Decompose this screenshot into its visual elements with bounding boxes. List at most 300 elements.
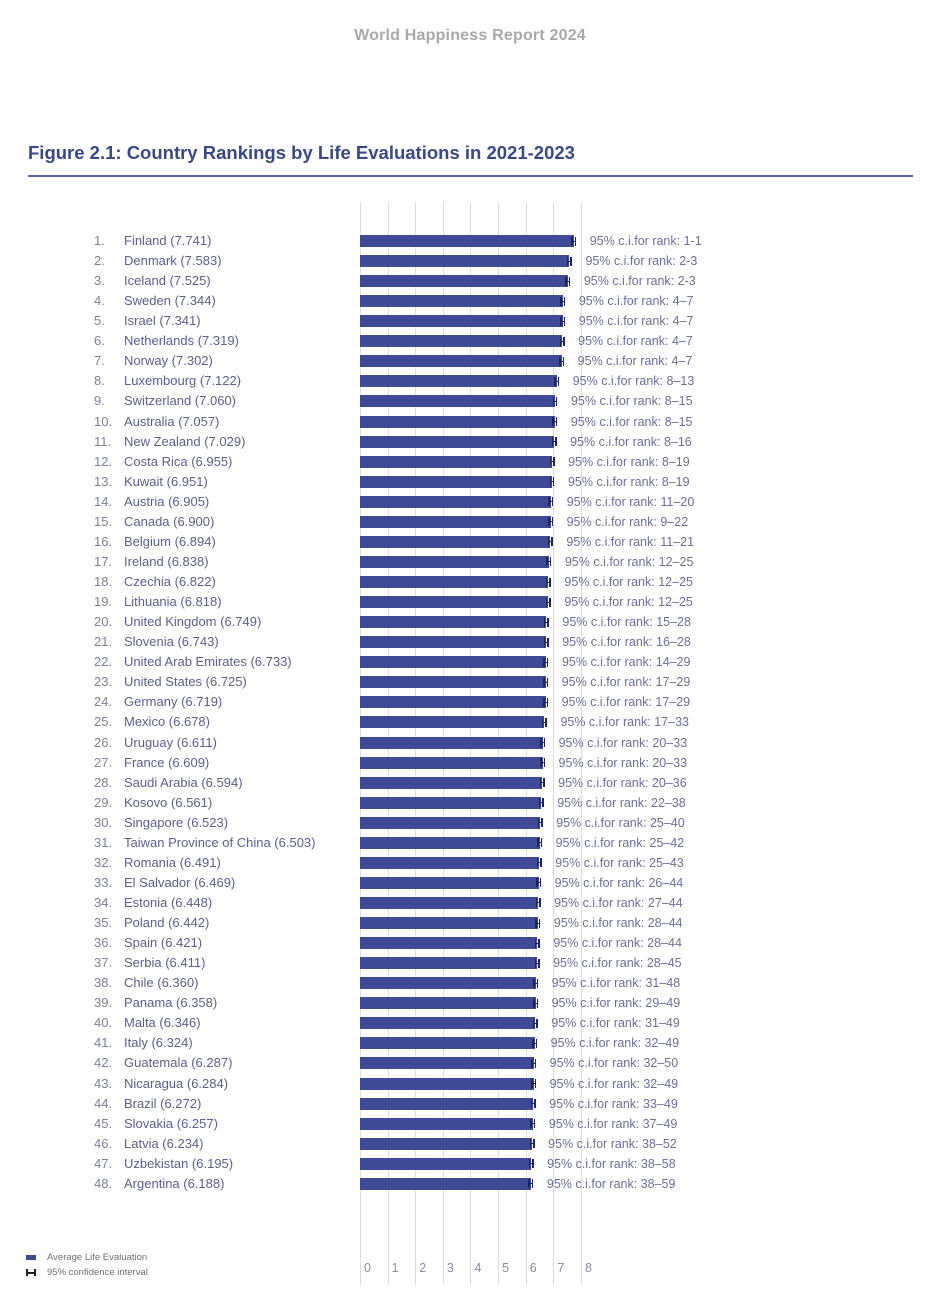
ci-prefix: 95% c.i.for rank: [548,1136,642,1151]
score-bar [360,1098,533,1110]
rank-number: 6. [94,333,105,349]
score-bar [360,716,544,728]
ci-range: 25–40 [649,815,685,830]
ci-range: 14–29 [655,655,691,670]
x-tick-label: 2 [419,1261,427,1275]
ci-rank-label [550,1055,679,1071]
rank-number: 2. [94,253,105,269]
ci-prefix: 95% c.i.for rank: [564,595,659,610]
error-bar-icon [531,1059,536,1068]
score-bar [360,1057,534,1069]
country-label: Sweden (7.344) [124,293,216,309]
error-bar-icon [543,658,548,667]
country-label: Kosovo (6.561) [124,794,213,810]
rank-number: 39. [94,995,113,1011]
ci-rank-label [578,353,693,369]
legend-label: 95% confidence interval [47,1267,148,1278]
error-bar-icon [530,1119,535,1128]
country-label: Uruguay (6.611) [124,734,217,750]
score-bar [360,676,546,688]
country-label: Norway (7.302) [124,353,213,369]
error-bar-icon [535,939,540,948]
ci-range: 1-1 [683,234,702,248]
ci-rank-label [554,895,683,911]
ci-rank-label [573,373,695,389]
ci-prefix: 95% c.i.for rank: [566,494,661,509]
ci-range: 2-3 [677,274,696,289]
ci-rank-label [557,795,686,811]
ci-prefix: 95% c.i.for rank: [558,735,653,750]
ci-prefix: 95% c.i.for rank: [551,996,646,1011]
ci-prefix: 95% c.i.for rank: [551,1016,646,1031]
ci-range: 4–7 [671,334,693,349]
rank-number: 1. [94,233,105,248]
figure-title: Figure 2.1: Country Rankings by Life Evaluations in 2021-2023 [28,142,575,163]
error-bar-icon [550,477,555,486]
ci-prefix: 95% c.i.for rank: [550,1036,645,1051]
ci-range: 8–15 [664,394,693,409]
country-label: Poland (6.442) [124,915,210,931]
error-bar-icon [533,999,538,1008]
rank-number: 27. [94,754,113,770]
ci-range: 32–50 [643,1056,679,1071]
country-label: France (6.609) [124,754,210,770]
legend-label: Average Life Evaluation [47,1252,148,1263]
x-tick-label: 0 [364,1261,371,1275]
country-label: Chile (6.360) [124,975,199,991]
error-bar-icon [531,1079,536,1088]
ci-rank-label [547,1176,676,1192]
x-tick-label: 7 [557,1261,565,1275]
ci-rank-label [555,855,684,871]
score-bar [360,1158,531,1170]
rank-number: 34. [94,894,113,910]
ci-rank-label [558,775,687,791]
ci-rank-label [578,333,693,349]
ci-range: 28–45 [646,956,682,971]
ci-prefix: 95% c.i.for rank: [578,334,672,349]
rank-number: 14. [94,493,113,509]
error-bar-icon [553,397,558,406]
ci-prefix: 95% c.i.for rank: [564,554,659,569]
rank-number: 26. [94,734,113,750]
score-bar [360,656,546,668]
country-label: Belgium (6.894) [124,533,216,549]
score-bar [360,576,548,588]
ci-range: 29–49 [645,996,681,1011]
country-label: Guatemala (6.287) [124,1055,233,1071]
score-bar [360,917,538,929]
rank-number: 47. [94,1155,113,1171]
ci-prefix: 95% c.i.for rank: [555,855,650,870]
rank-number: 31. [94,834,113,850]
score-bar [360,877,539,889]
ci-rank-label [559,755,688,771]
rank-number: 5. [94,313,105,329]
ci-rank-label [550,1076,679,1092]
country-label: Kuwait (6.951) [124,473,208,489]
ci-range: 28–44 [647,916,683,931]
rank-number: 4. [94,293,105,309]
ci-prefix: 95% c.i.for rank: [556,815,650,830]
error-bar-icon [567,257,572,266]
score-bar [360,616,546,628]
rank-number: 21. [94,634,113,650]
ci-rank-label [553,955,682,971]
ci-prefix: 95% c.i.for rank: [548,1116,643,1131]
ci-rank-label [556,815,685,831]
ci-rank-label [571,393,693,409]
ci-prefix: 95% c.i.for rank: [572,374,667,389]
country-label: Costa Rica (6.955) [124,453,233,469]
error-bar-icon [560,297,565,306]
country-label: Singapore (6.523) [124,814,229,830]
score-bar [360,797,541,809]
score-bar [360,556,549,568]
x-tick-label: 8 [584,1261,592,1275]
country-label: Brazil (6.272) [124,1095,202,1111]
error-bar-icon [530,1139,535,1148]
ci-range: 25–43 [649,855,684,870]
error-bar-icon [542,718,547,727]
country-label: Lithuania (6.818) [124,594,222,610]
country-label: Finland (7.741) [124,233,212,248]
ci-rank-label [568,474,690,490]
country-label: Nicaragua (6.284) [124,1075,229,1091]
ci-prefix: 95% c.i.for rank: [558,755,653,770]
error-bar-icon [560,317,565,326]
country-label: Denmark (7.583) [124,253,222,269]
score-bar [360,476,552,488]
score-bar [360,897,538,909]
error-bar-icon [537,838,542,847]
ci-rank-label [568,454,690,470]
ci-rank-label [562,694,691,710]
country-label: Uzbekistan (6.195) [124,1155,234,1171]
ci-prefix: 95% c.i.for rank: [562,635,657,650]
ci-rank-label [556,835,685,851]
rank-number: 36. [94,935,113,951]
country-label: Switzerland (7.060) [124,393,236,409]
ci-prefix: 95% c.i.for rank: [549,1096,644,1111]
ci-range: 8–19 [661,454,690,469]
rank-number: 30. [94,814,113,830]
rank-number: 40. [94,1015,113,1031]
ci-range: 8–16 [663,434,692,449]
error-bar-icon [548,537,553,546]
country-label: Luxembourg (7.122) [124,373,242,389]
country-label: Ireland (6.838) [124,553,209,569]
ci-range: 38–52 [641,1136,677,1151]
ci-range: 32–49 [644,1036,680,1051]
ci-range: 4–7 [672,314,694,329]
error-bar-icon [559,357,564,366]
ci-rank-label [549,1116,678,1132]
x-tick-label: 3 [446,1261,454,1275]
ci-range: 4–7 [671,354,693,369]
error-bar-icon [548,517,553,526]
report-title: World Happiness Report 2024 [354,27,586,44]
ci-range: 38–58 [640,1156,676,1171]
ci-range: 27–44 [647,895,683,910]
error-bar-icon [543,698,548,707]
country-label: Panama (6.358) [124,995,218,1011]
error-bar-icon [532,1039,537,1048]
ci-rank-label [554,915,683,931]
rank-number: 13. [94,473,113,489]
ci-rank-label [560,714,689,730]
ci-range: 20–33 [652,755,688,770]
country-label: Austria (6.905) [124,493,210,509]
ci-range: 16–28 [656,635,691,650]
ci-rank-label [564,594,693,610]
ci-rank-label [565,554,694,570]
score-bar [360,1078,534,1090]
score-bar [360,1178,531,1190]
ci-range: 11–21 [660,534,695,549]
ci-rank-label [567,514,689,530]
country-label: Germany (6.719) [124,694,223,710]
score-bar [360,737,543,749]
score-bar [360,1017,535,1029]
rank-number: 44. [94,1095,113,1111]
ci-range: 37–49 [642,1116,678,1131]
rank-number: 37. [94,955,113,971]
rank-number: 10. [94,413,113,429]
error-bar-icon [540,758,545,767]
country-label: Netherlands (7.319) [124,333,239,349]
error-bar-icon [533,1019,538,1028]
ci-range: 17–29 [655,675,691,690]
score-bar [360,416,555,428]
error-bar-icon [533,979,538,988]
ci-range: 38–59 [640,1176,676,1191]
ci-rank-label [584,273,696,289]
error-bar-icon [536,878,541,887]
ci-range: 20–36 [651,775,687,790]
ci-prefix: 95% c.i.for rank: [578,294,673,309]
error-bar-icon [540,778,545,787]
ci-rank-label [590,233,702,249]
chart-legend [26,1250,148,1280]
error-bar-icon [529,1159,534,1168]
ci-prefix: 95% c.i.for rank: [561,655,656,670]
ci-rank-label [571,414,693,430]
rank-number: 33. [94,874,113,890]
country-label: Malta (6.346) [124,1015,201,1031]
ci-prefix: 95% c.i.for rank: [557,795,651,810]
ci-prefix: 95% c.i.for rank: [570,414,665,429]
score-bar [360,315,563,327]
score-bar [360,436,554,448]
rank-number: 16. [94,533,113,549]
rank-number: 12. [94,453,113,469]
error-bar-icon [546,598,551,607]
ci-prefix: 95% c.i.for rank: [554,875,649,890]
score-bar [360,636,546,648]
legend-item-average [26,1250,148,1265]
country-label: Slovenia (6.743) [124,634,219,650]
country-label: Canada (6.900) [124,513,215,529]
country-label: Italy (6.324) [124,1035,193,1051]
score-bar [360,335,562,347]
rank-number: 11. [94,433,112,449]
ci-prefix: 95% c.i.for rank: [553,956,647,971]
rank-number: 3. [94,273,105,289]
score-bar [360,355,562,367]
score-bar [360,516,551,528]
country-label: New Zealand (7.029) [124,433,246,449]
country-label: United Kingdom (6.749) [124,614,262,630]
ci-range: 8–13 [666,374,695,389]
error-bar-icon [544,638,549,647]
error-bar-icon [554,377,559,386]
error-bar-icon [543,678,548,687]
ci-prefix: 95% c.i.for rank: [564,575,659,590]
ci-prefix: 95% c.i.for rank: [578,314,673,329]
score-bar [360,1138,532,1150]
error-bar-icon [539,798,544,807]
ci-range: 8–15 [664,414,693,429]
score-bar [360,817,540,829]
ci-rank-label [555,875,684,891]
score-bar [360,837,540,849]
rank-number: 35. [94,915,113,931]
rank-number: 25. [94,714,113,730]
country-label: Slovakia (6.257) [124,1115,218,1131]
country-label: El Salvador (6.469) [124,874,236,890]
error-bar-icon [535,959,540,968]
country-label: Spain (6.421) [124,935,203,951]
ci-range: 28–44 [647,936,682,951]
country-label: Czechia (6.822) [124,574,216,590]
ci-rank-label [562,674,691,690]
ci-rank-label [579,293,694,309]
rank-number: 7. [94,353,105,369]
ci-rank-label [562,654,691,670]
country-label: Estonia (6.448) [124,894,213,910]
rank-number: 46. [94,1135,113,1151]
rank-number: 19. [94,594,113,610]
ci-prefix: 95% c.i.for rank: [583,274,678,289]
legend-item-ci [26,1265,148,1280]
rank-number: 24. [94,694,113,710]
score-bar [360,496,551,508]
ci-rank-label [559,735,688,751]
country-label: Australia (7.057) [124,413,220,429]
score-bar [360,395,555,407]
error-bar-icon [540,738,545,747]
ci-rank-label [547,1156,676,1172]
ci-prefix: 95% c.i.for rank: [555,835,650,850]
ci-range: 12–25 [658,575,693,590]
error-bar-icon [552,417,557,426]
ci-prefix: 95% c.i.for rank: [567,474,662,489]
rank-number: 43. [94,1075,113,1091]
ci-prefix: 95% c.i.for rank: [562,615,657,630]
ci-prefix: 95% c.i.for rank: [553,916,648,931]
ci-range: 26–44 [648,875,684,890]
score-bar [360,1118,533,1130]
ci-prefix: 95% c.i.for rank: [553,936,648,951]
rank-number: 45. [94,1115,113,1131]
score-bar [360,957,537,969]
ci-rank-label [567,494,695,510]
ci-rank-label [585,253,697,269]
rank-number: 48. [94,1175,113,1191]
error-bar-icon [26,1269,36,1276]
country-label: Romania (6.491) [124,854,221,870]
ci-rank-label [566,534,694,550]
rank-number: 29. [94,794,113,810]
rank-number: 23. [94,674,113,690]
rank-number: 32. [94,854,113,870]
ci-prefix: 95% c.i.for rank: [547,1156,641,1171]
ci-prefix: 95% c.i.for rank: [589,234,684,248]
ci-rank-label [570,434,692,450]
error-bar-icon [548,497,553,506]
error-bar-icon [546,578,551,587]
ci-rank-label [579,313,694,329]
title-divider [28,175,913,177]
x-tick-label: 6 [529,1261,537,1275]
score-bar [360,1037,535,1049]
score-bar [360,777,542,789]
error-bar-icon [571,237,576,246]
score-bar [360,235,574,247]
ci-prefix: 95% c.i.for rank: [570,394,665,409]
error-bar-icon [536,898,541,907]
ci-prefix: 95% c.i.for rank: [549,1076,644,1091]
ci-range: 9–22 [660,514,689,529]
ci-range: 12–25 [658,554,694,569]
ci-prefix: 95% c.i.for rank: [549,1056,644,1071]
rank-number: 22. [94,654,113,670]
rank-number: 8. [94,373,105,389]
error-bar-icon [537,858,542,867]
country-label: Argentina (6.188) [124,1175,225,1191]
ci-rank-label [551,1035,680,1051]
ci-prefix: 95% c.i.for rank: [546,1176,641,1191]
score-bar [360,456,552,468]
score-bar [360,696,546,708]
ci-range: 22–38 [651,795,686,810]
rank-number: 18. [94,574,113,590]
ci-range: 33–49 [643,1096,678,1111]
score-bar [360,536,550,548]
country-label: Iceland (7.525) [124,273,211,289]
country-label: United States (6.725) [124,674,247,690]
score-bar [360,375,557,387]
score-bar [360,997,536,1009]
error-bar-icon [550,457,555,466]
score-bar [360,757,543,769]
ci-rank-label [552,995,681,1011]
ci-rank-label [562,634,691,650]
rank-number: 15. [94,513,113,529]
country-label: Taiwan Province of China (6.503) [124,834,316,850]
country-label: Mexico (6.678) [124,714,210,730]
ci-range: 8–19 [661,474,690,489]
error-bar-icon [546,557,551,566]
ci-rank-label [564,574,693,590]
ci-range: 31–48 [645,976,681,991]
ci-prefix: 95% c.i.for rank: [568,454,662,469]
error-bar-icon [544,618,549,627]
ci-prefix: 95% c.i.for rank: [566,534,661,549]
ci-range: 20–33 [652,735,688,750]
rank-number: 28. [94,774,113,790]
